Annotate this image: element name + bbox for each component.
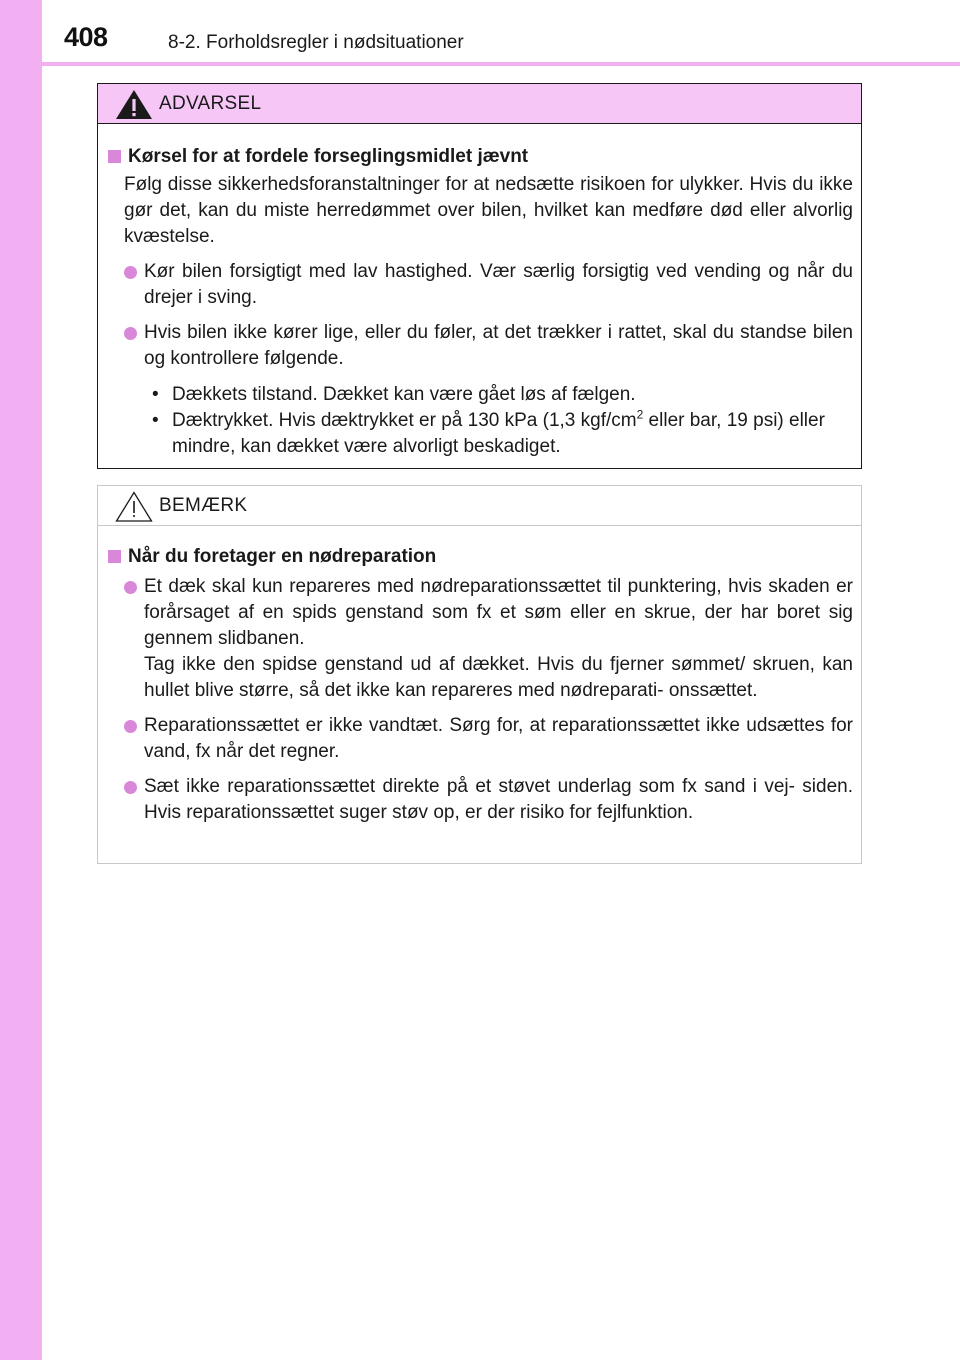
- note-bullet-text-part: Et dæk skal kun repareres med nødreparationssættet til punktering, hvis skaden er forårsaget af en spids genstand som fx et søm eller en skrue, der har boret sig gennem slidbanen.: [144, 576, 853, 649]
- page-number: 408: [64, 22, 108, 52]
- square-bullet-icon: [108, 150, 121, 163]
- warning-bullet: [106, 320, 853, 372]
- sub-item-text-part: Dæktrykket. Hvis dæktrykket er på 130 kPa (1,3 kgf/cm: [172, 410, 637, 431]
- circle-bullet-icon: [124, 781, 137, 794]
- warning-triangle-outline-icon: [114, 490, 154, 523]
- warning-header: [98, 84, 861, 124]
- note-header: [98, 486, 861, 526]
- sub-item-text-part: eller bar, 19 psi) eller mindre, kan dækket være alvorligt beskadiget.: [172, 410, 825, 457]
- warning-body: [98, 124, 861, 460]
- warning-intro: Følg disse sikkerhedsforanstaltninger for at nedsætte risikoen for ulykker. Hvis du ikke gør det, kan du miste herredømmet over bilen, hvilket kan medføre død eller alvorlig kvæstelse.: [124, 174, 853, 247]
- note-box: [97, 485, 862, 864]
- square-bullet-icon: [108, 550, 121, 563]
- note-body: [98, 526, 861, 826]
- warning-heading: [106, 144, 853, 170]
- note-label: BEMÆRK: [159, 495, 248, 516]
- warning-subitems: [106, 382, 853, 460]
- circle-bullet-icon: [124, 720, 137, 733]
- note-bullet: [106, 713, 853, 765]
- circle-bullet-icon: [124, 327, 137, 340]
- warning-heading-text: Kørsel for at fordele forseglingsmidlet jævnt: [128, 146, 529, 167]
- section-title: 8-2. Forholdsregler i nødsituationer: [168, 32, 464, 53]
- sub-item: [152, 408, 853, 460]
- side-color-bar: [0, 0, 42, 1360]
- circle-bullet-icon: [124, 266, 137, 279]
- note-heading: [106, 544, 853, 570]
- note-bullet-text: Sæt ikke reparationssættet direkte på et støvet underlag som fx sand i vej- siden. Hvis reparationssættet suger støv op, er der risiko for fejlfunktion.: [144, 776, 853, 823]
- superscript: 2: [636, 407, 644, 422]
- warning-bullet: [106, 259, 853, 311]
- circle-bullet-icon: [124, 581, 137, 594]
- sub-item-text: [172, 408, 853, 460]
- sub-item: [152, 382, 853, 408]
- note-bullet-text-part: Tag ikke den spidse genstand ud af dækket. Hvis du fjerner sømmet/ skruen, kan hullet blive større, så det ikke kan repareres med nødreparati- onssættet.: [144, 654, 853, 701]
- dot-bullet-icon: •: [152, 384, 159, 405]
- note-bullet: [106, 774, 853, 826]
- warning-triangle-filled-icon: [114, 88, 154, 121]
- sub-item-text: Dækkets tilstand. Dækket kan være gået løs af fælgen.: [172, 384, 636, 405]
- header-rule: [42, 62, 960, 66]
- note-heading-text: Når du foretager en nødreparation: [128, 546, 437, 567]
- warning-box: [97, 83, 862, 469]
- dot-bullet-icon: •: [152, 410, 159, 431]
- note-bullet-text: [144, 574, 853, 704]
- warning-label: ADVARSEL: [159, 93, 262, 114]
- warning-bullet-text: Hvis bilen ikke kører lige, eller du føler, at det trækker i rattet, skal du standse bilen og kontrollere følgende.: [144, 322, 853, 369]
- warning-bullet-text: Kør bilen forsigtigt med lav hastighed. Vær særlig forsigtig ved vending og når du drejer i sving.: [144, 261, 853, 308]
- note-bullet-text: Reparationssættet er ikke vandtæt. Sørg for, at reparationssættet ikke udsættes for vand, fx når det regner.: [144, 715, 853, 762]
- note-bullet: [106, 574, 853, 704]
